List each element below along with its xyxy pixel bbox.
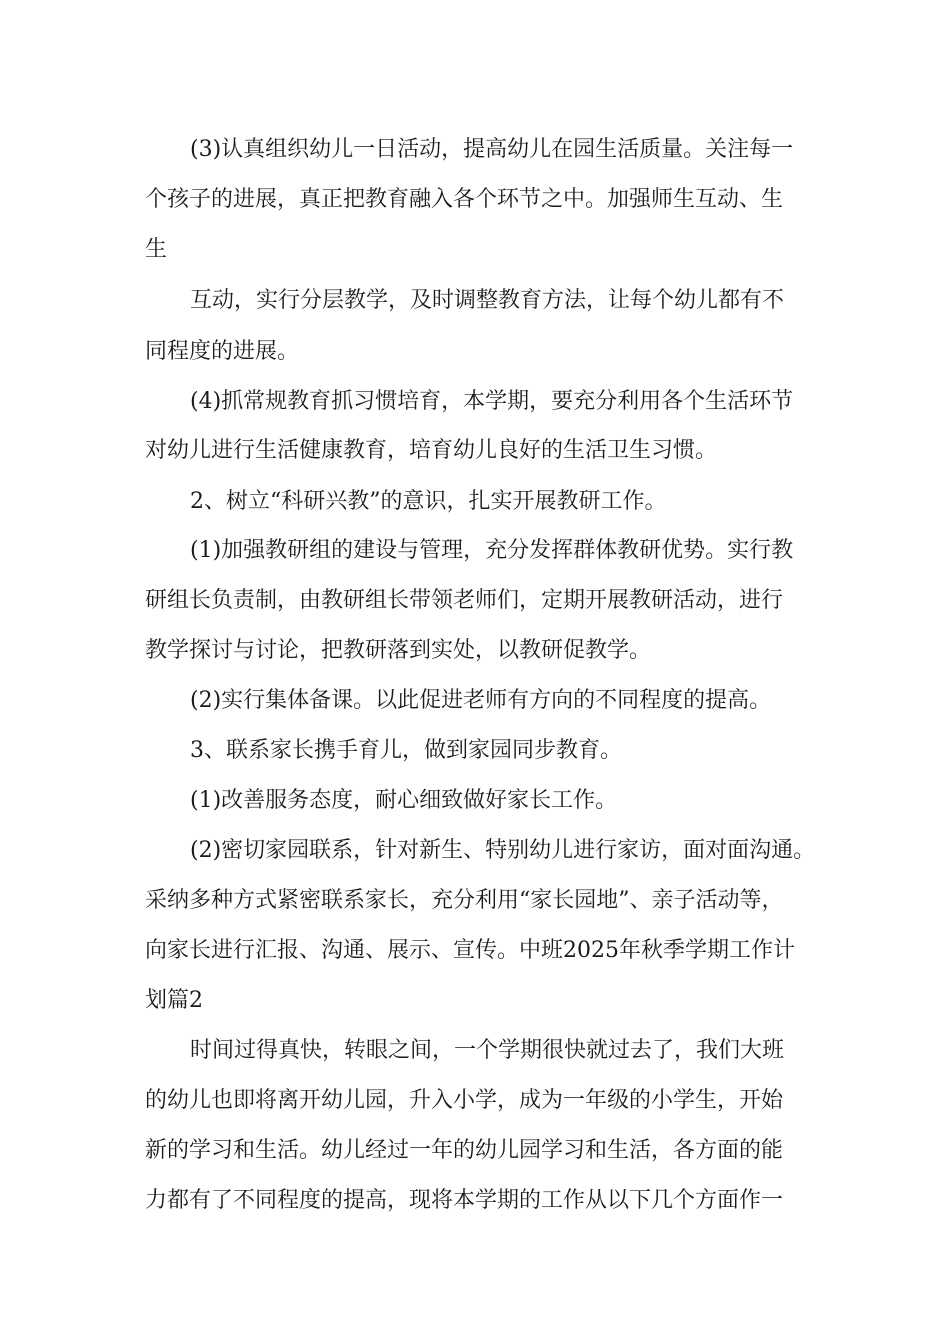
text-line: (1)改善服务态度，耐心细致做好家长工作。 bbox=[190, 788, 618, 813]
text-line: 划篇2 bbox=[145, 988, 203, 1013]
text-line: (4)抓常规教育抓习惯培育，本学期，要充分利用各个生活环节 bbox=[190, 389, 794, 414]
text-line: (2)实行集体备课。以此促进老师有方向的不同程度的提高。 bbox=[190, 688, 772, 713]
text-line: (3)认真组织幼儿一日活动，提高幼儿在园生活质量。关注每一 bbox=[190, 137, 794, 162]
text-line: 2、树立“科研兴教”的意识，扎实开展教研工作。 bbox=[190, 489, 667, 514]
text-line: (1)加强教研组的建设与管理，充分发挥群体教研优势。实行教 bbox=[190, 538, 794, 563]
text-line: 的幼儿也即将离开幼儿园，升入小学，成为一年级的小学生，开始 bbox=[145, 1088, 784, 1113]
text-line: 教学探讨与讨论，把教研落到实处，以教研促教学。 bbox=[145, 638, 652, 663]
text-line: 向家长进行汇报、沟通、展示、宣传。中班2025年秋季学期工作计 bbox=[145, 938, 795, 963]
text-line: 3、联系家长携手育儿，做到家园同步教育。 bbox=[190, 738, 622, 763]
text-line: (2)密切家园联系，针对新生、特别幼儿进行家访，面对面沟通。 bbox=[190, 838, 816, 863]
text-line: 采纳多种方式紧密联系家长，充分利用“家长园地”、亲子活动等， bbox=[145, 888, 784, 913]
text-line: 新的学习和生活。幼儿经过一年的幼儿园学习和生活，各方面的能 bbox=[145, 1138, 784, 1163]
text-line: 个孩子的进展，真正把教育融入各个环节之中。加强师生互动、生 bbox=[145, 187, 784, 212]
text-line: 时间过得真快，转眼之间，一个学期很快就过去了，我们大班 bbox=[190, 1038, 785, 1063]
text-line: 研组长负责制，由教研组长带领老师们，定期开展教研活动，进行 bbox=[145, 588, 784, 613]
text-line: 互动，实行分层教学，及时调整教育方法，让每个幼儿都有不 bbox=[190, 288, 785, 313]
text-line: 对幼儿进行生活健康教育，培育幼儿良好的生活卫生习惯。 bbox=[145, 438, 718, 463]
text-line: 力都有了不同程度的提高，现将本学期的工作从以下几个方面作一 bbox=[145, 1188, 784, 1213]
text-line: 同程度的进展。 bbox=[145, 339, 300, 364]
text-line: 生 bbox=[145, 237, 168, 262]
